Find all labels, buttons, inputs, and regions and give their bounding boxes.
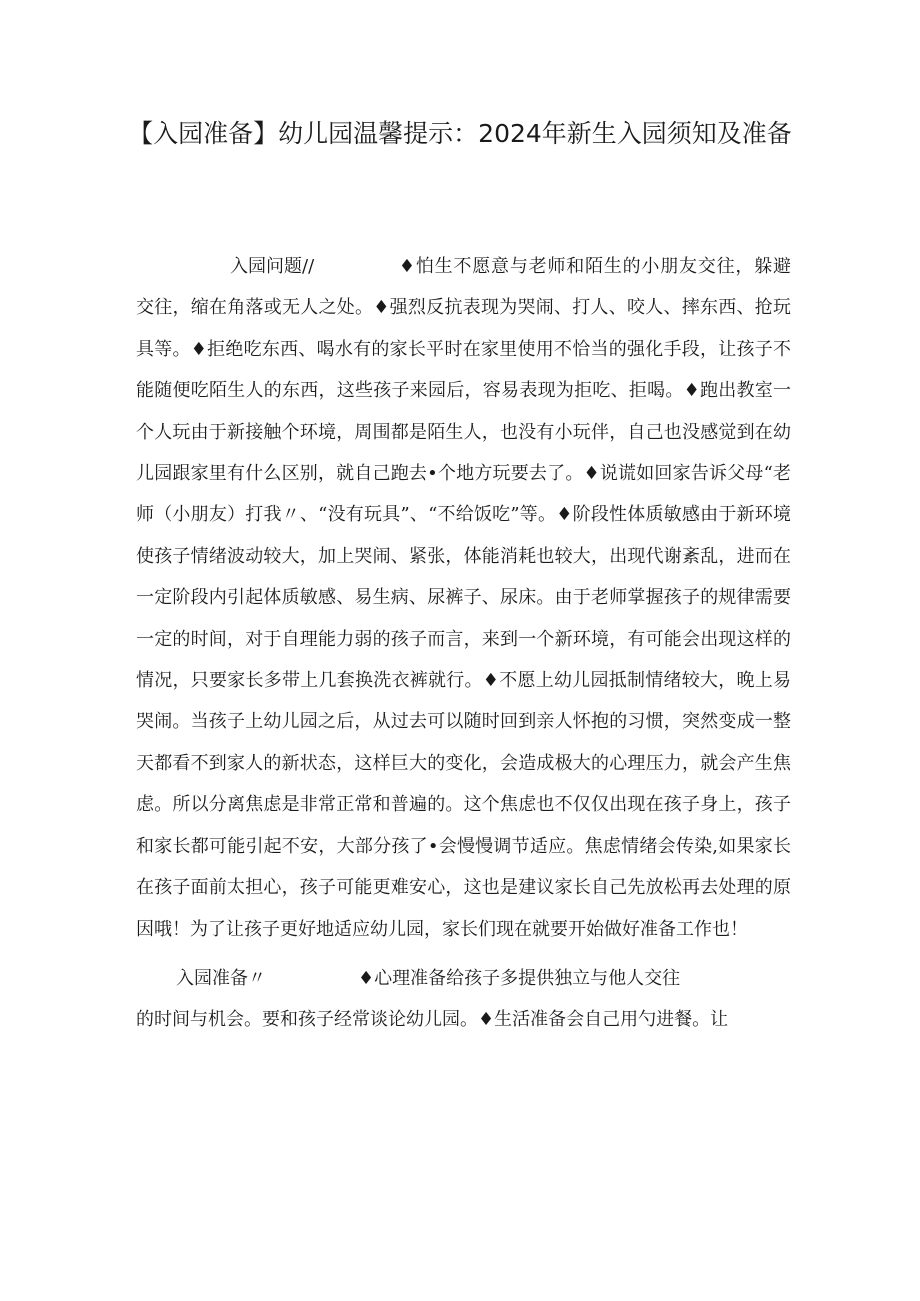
paragraph-text-entry-issues: ♦怕生不愿意与老师和陌生的小朋友交往，躲避交往，缩在角落或无人之处。♦强烈反抗表现为哭闹、打人、咬人、摔东西、抢玩具等。♦拒绝吃东西、喝水有的家长平时在家里使用不恰当的强化手段，让孩子不能随便吃陌生人的东西，这些孩子来园后，容易表现为拒吃、拒喝。♦跑出教室一个人玩由于新接触个环境，周围都是陌生人，也没有小玩伴，自己也没感觉到在幼儿园跟家里有什么区别，就自己跑去•个地方玩要去了。♦说谎如回家告诉父母“老师（小朋友）打我〃、“没有玩具”、“不给饭吃”等。♦阶段性体质敏感由于新环境使孩子情绪波动较大，加上哭闹、紧张，体能消耗也较大，出现代谢紊乱，进而在一定阶段内引起体质敏感、易生病、尿裤子、尿床。由于老师掌握孩子的规律需要一定的时间，对于自理能力弱的孩子而言，来到一个新环境，有可能会出现这样的情况，只要家长多带上几套换洗衣裤就行。♦不愿上幼儿园抵制情绪较大，晚上易哭闹。当孩子上幼儿园之后，从过去可以随时回到亲人怀抱的习惯，突然变成一整天都看不到家人的新状态，这样巨大的变化，会造成极大的心理压力，就会产生焦虑。所以分离焦虑是非常正常和普遍的。这个焦虑也不仅仅出现在孩子身上，孩子和家长都可能引起不安，大部分孩了•会慢慢调节适应。焦虑情绪会传染,如果家长在孩子面前太担心，孩子可能更难安心，这也是建议家长自己先放松再去处理的原因哦！为了让孩子更好地适应幼儿园，家长们现在就要开始做好准备工作也！ [136, 256, 791, 940]
section-label-entry-preparation: 入园准备〃 [176, 967, 266, 989]
document-title: 【入园准备】幼儿园温馨提示：2024年新生入园须知及准备 [128, 119, 792, 148]
paragraph-text-entry-preparation-line1: ♦心理准备给孩子多提供独立与他人交往 [358, 967, 681, 989]
section-label-entry-issues: 入园问题// [230, 256, 315, 277]
paragraph-text-entry-preparation-rest: 的时间与机会。要和孩子经常谈论幼儿园。♦生活准备会自己用勺进餐。让 [136, 1009, 729, 1031]
paragraph-entry-issues [136, 246, 791, 950]
paragraph-entry-preparation [136, 958, 791, 1041]
document-body [136, 246, 791, 1041]
